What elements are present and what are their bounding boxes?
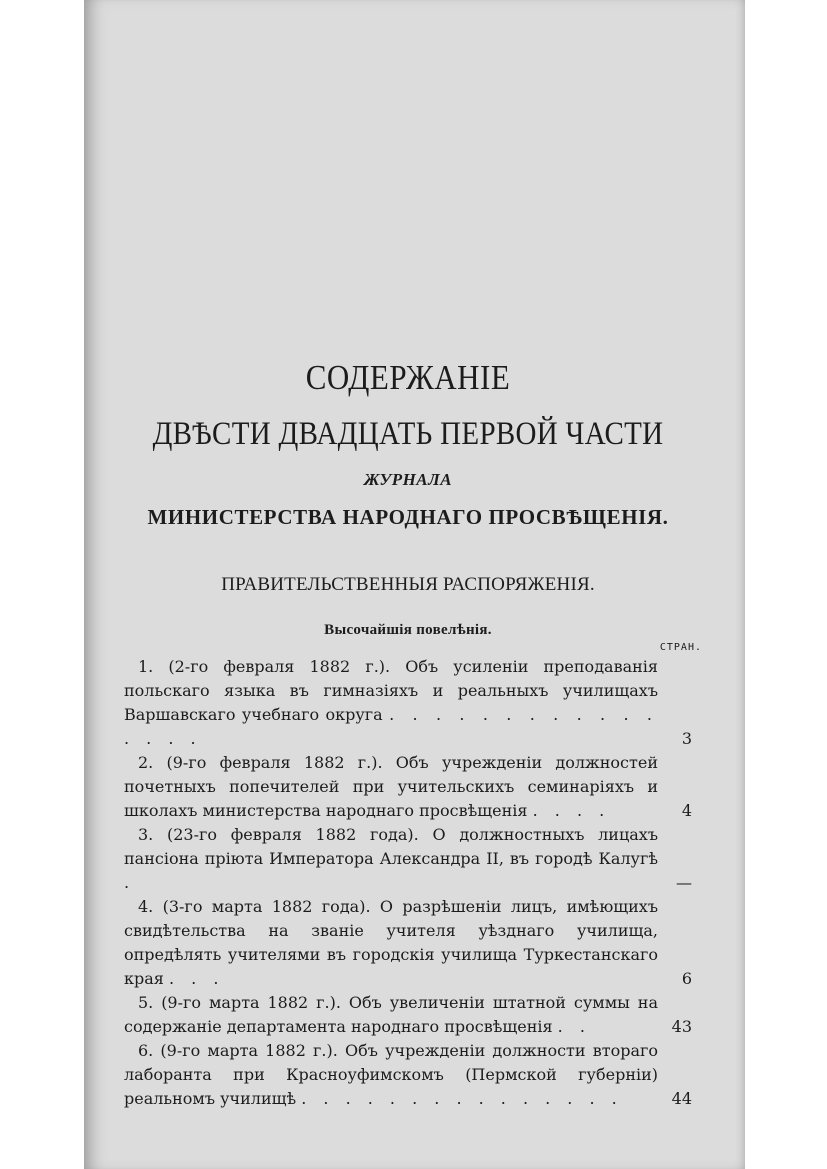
entry-page: — — [676, 873, 692, 892]
entry-text: 2. (9-го февраля 1882 г.). Объ учрежденіи должностей почетныхъ попечителей при учительскихъ семинаріяхъ и школахъ министерства народнаго просвѣщенія — [124, 753, 658, 820]
entry-dots: . — [124, 873, 136, 892]
contents-entry — [124, 895, 692, 991]
entry-dots: . . — [557, 1017, 591, 1036]
contents-entry — [124, 823, 692, 895]
part-title: ДВѢСТИ ДВАДЦАТЬ ПЕРВОЙ ЧАСТИ — [152, 416, 664, 452]
contents-entry — [124, 751, 692, 823]
journal-title: ЖУРНАЛА — [363, 470, 453, 489]
entry-dots: . . . — [168, 969, 225, 988]
contents-entry — [124, 1039, 692, 1111]
entry-page: 43 — [671, 1017, 692, 1036]
entry-page: 4 — [681, 801, 692, 820]
subsection-heading: Высочайшія повелѣнія. — [324, 622, 492, 638]
entry-text: 4. (3-го марта 1882 года). О разрѣшеніи лицъ, имѣющихъ свидѣтельства на званіе учителя уѣзднаго училища, опредѣлять учителями въ городскія училища Туркестанскаго края — [124, 897, 658, 988]
entry-text: 3. (23-го февраля 1882 года). О должностныхъ лицахъ пансіона пріюта Императора Александра II, въ городѣ Калугѣ — [124, 825, 658, 868]
page-content — [124, 0, 702, 1169]
contents-entry — [124, 991, 692, 1039]
entry-dots: . . . . . . . . . . . . . . . . — [124, 705, 659, 748]
entry-page: 6 — [681, 969, 692, 988]
entry-text: 6. (9-го марта 1882 г.). Объ учрежденіи должности втораго лаборанта при Красноуфимскомъ (Пермской губерніи) реальномъ училищѣ — [124, 1041, 658, 1108]
entry-page: 3 — [681, 729, 692, 748]
ministry-title: МИНИСТЕРСТВА НАРОДНАГО ПРОСВѢЩЕНІЯ. — [147, 505, 669, 529]
contents-list — [124, 655, 692, 1111]
page-column-label: СТРАН. — [659, 642, 702, 653]
document-title: СОДЕРЖАНІЕ — [305, 357, 511, 398]
section-heading: ПРАВИТЕЛЬСТВЕННЫЯ РАСПОРЯЖЕНІЯ. — [221, 574, 595, 595]
entry-text: 5. (9-го марта 1882 г.). Объ увеличеніи штатной суммы на содержаніе департамента народнаго просвѣщенія — [124, 993, 658, 1036]
entry-text: 1. (2-го февраля 1882 г.). Объ усиленіи преподаванія польскаго языка въ гимназіяхъ и реальныхъ училищахъ Варшавскаго учебнаго округа — [124, 657, 658, 724]
entry-dots: . . . . — [532, 801, 611, 820]
entry-page: 44 — [671, 1089, 692, 1108]
entry-dots: . . . . . . . . . . . . . . . — [301, 1089, 623, 1108]
contents-entry — [124, 655, 692, 751]
